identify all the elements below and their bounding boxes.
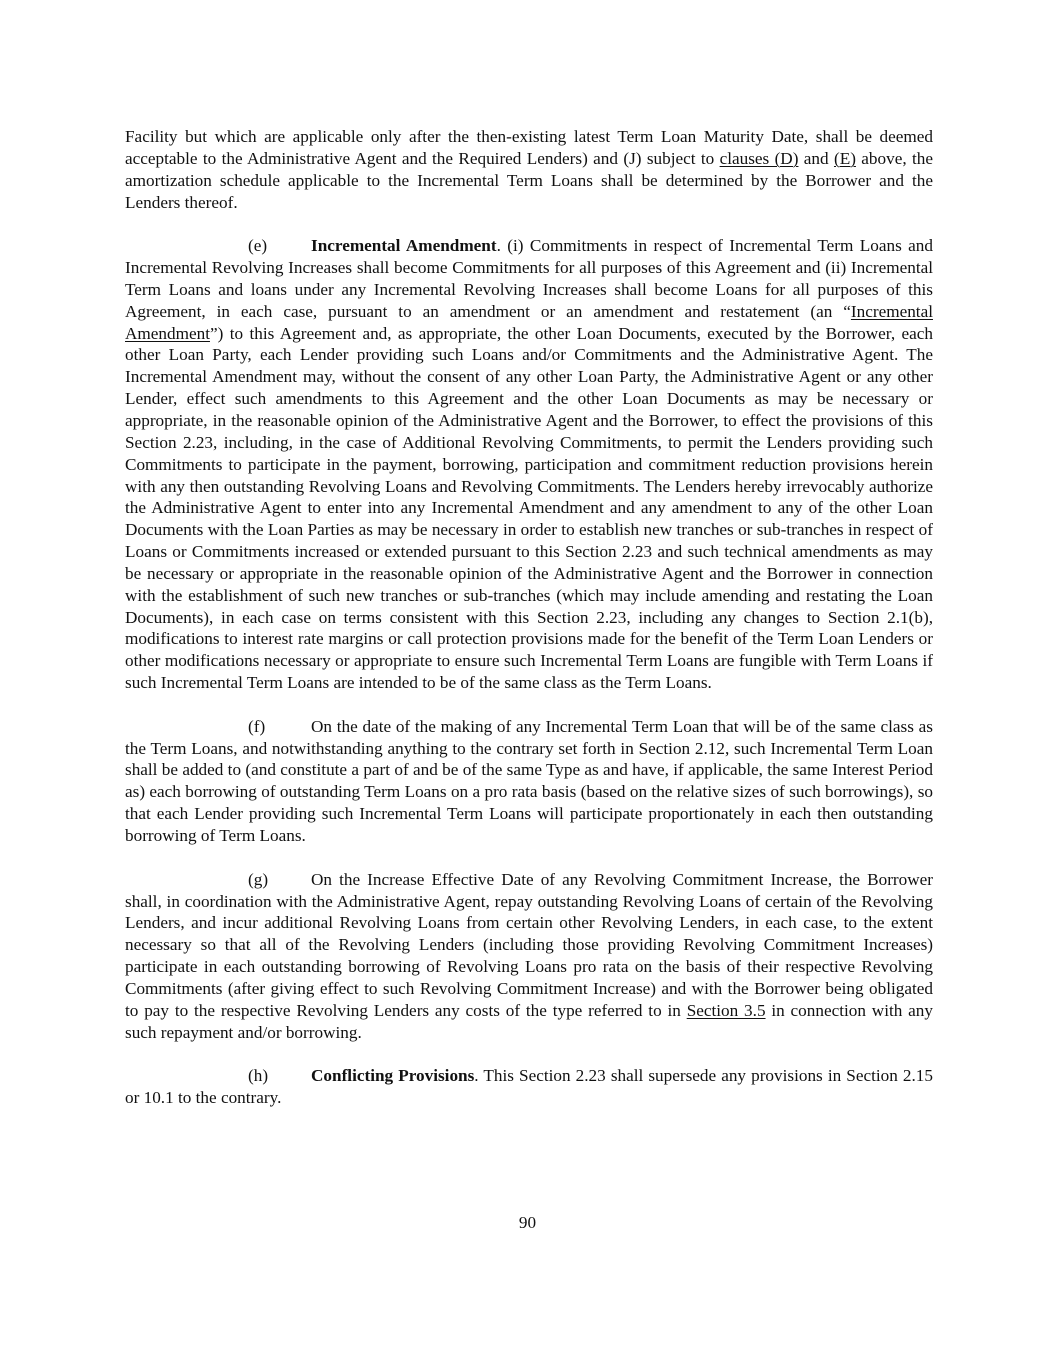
paragraph-e	[125, 235, 933, 694]
paragraph-text: ”) to this Agreement and, as appropriate, the other Loan Documents, executed by the Borrower, each other Loan Party, each Lender providing such Loans and/or Commitments and the Administrative Agent. The Incremental Amendment may, without the consent of any other Loan Party, the Administrative Agent or any other Lender, effect such amendments to this Agreement and the other Loan Documents as may be necessary or appropriate, in the reasonable opinion of the Administrative Agent and the Borrower, to effect the provisions of this Section 2.23, including, in the case of Additional Revolving Commitments, to permit the Lenders providing such Commitments to participate in the payment, borrowing, participation and commitment reduction provisions herein with any then outstanding Revolving Loans and Revolving Commitments. The Lenders hereby irrevocably authorize the Administrative Agent to enter into any Incremental Amendment and any amendment to any of the other Loan Documents with the Loan Parties as may be necessary in order to establish new tranches or sub-tranches in respect of Loans or Commitments increased or extended pursuant to this Section 2.23 and such technical amendments as may be necessary or appropriate in the reasonable opinion of the Administrative Agent and the Borrower in connection with the establishment of such new tranches or sub-tranches (which may include amending and restating the Loan Documents), in each case on terms consistent with this Section 2.23, including any changes to Section 2.1(b), modifications to interest rate margins or call protection provisions made for the benefit of the Term Loan Lenders or other modifications necessary or appropriate to ensure such Incremental Term Loans are fungible with Term Loans if such Incremental Term Loans are intended to be of the same class as the Term Loans.	[125, 323, 933, 693]
paragraph-text: On the Increase Effective Date of any Revolving Commitment Increase, the Borrower shall, in coordination with the Administrative Agent, repay outstanding Revolving Loans of certain of the Revolving Lenders, and incur additional Revolving Loans from certain other Revolving Lenders, in each case, to the extent necessary so that all of the Revolving Lenders (including those providing Revolving Commitment Increases) participate in each outstanding borrowing of Revolving Loans pro rata on the basis of their respective Revolving Commitments (after giving effect to such Revolving Commitment Increase) and with the Borrower being obligated to pay to the respective Revolving Lenders any costs of the type referred to in	[125, 869, 933, 1020]
conflicting-provisions-heading: Conflicting Provisions	[311, 1066, 475, 1086]
paragraph-h	[125, 1065, 933, 1109]
clause-label-f: (f)	[248, 716, 266, 736]
paragraph-f	[125, 716, 933, 847]
paragraph-text: Facility but which are applicable only after the then-existing latest Term Loan Maturity Date, shall be deemed acceptable to the Administrative Agent and the Required Lenders) and (J) subject to	[125, 127, 933, 168]
clause-label-e: (e)	[248, 236, 268, 256]
paragraph-text: in connection with any such repayment and/or borrowing.	[125, 1000, 933, 1042]
page-number: 90	[518, 1213, 537, 1232]
defined-term-incremental-amendment: Incremental Amendment	[125, 301, 933, 343]
clauses-d-reference: clauses (D)	[719, 148, 799, 168]
paragraph-continuation	[125, 126, 933, 213]
document-page	[125, 126, 933, 1131]
clause-label-g: (g)	[248, 869, 269, 889]
paragraph-text: On the date of the making of any Incremental Term Loan that will be of the same class as the Term Loans, and notwithstanding anything to the contrary set forth in Section 2.12, such Incremental Term Loan shall be added to (and constitute a part of and be of the same Type as and have, if applicable, the same Interest Period as) each borrowing of outstanding Term Loans on a pro rata basis (based on the relative sizes of such borrowings), so that each Lender providing such Incremental Term Loans will participate proportionately in each then outstanding borrowing of Term Loans.	[125, 716, 933, 845]
paragraph-text: and	[798, 148, 834, 168]
paragraph-text: . This Section 2.23 shall supersede any provisions in Section 2.15 or 10.1 to the contrary.	[125, 1066, 933, 1108]
paragraph-g	[125, 869, 933, 1044]
paragraph-text: above, the amortization schedule applicable to the Incremental Term Loans shall be determined by the Borrower and the Lenders thereof.	[125, 148, 933, 212]
paragraph-text: . (i) Commitments in respect of Incremental Term Loans and Incremental Revolving Increases shall become Commitments for all purposes of this Agreement and (ii) Incremental Term Loans and loans under any Incremental Revolving Increases shall become Loans for all purposes of this Agreement, in each case, pursuant to an amendment or an amendment and restatement (an “	[125, 236, 933, 321]
incremental-amendment-heading: Incremental Amendment	[311, 236, 497, 256]
section-3-5-reference: Section 3.5	[686, 1000, 766, 1020]
clause-e-reference: (E)	[833, 148, 856, 168]
clause-label-h: (h)	[248, 1066, 269, 1086]
